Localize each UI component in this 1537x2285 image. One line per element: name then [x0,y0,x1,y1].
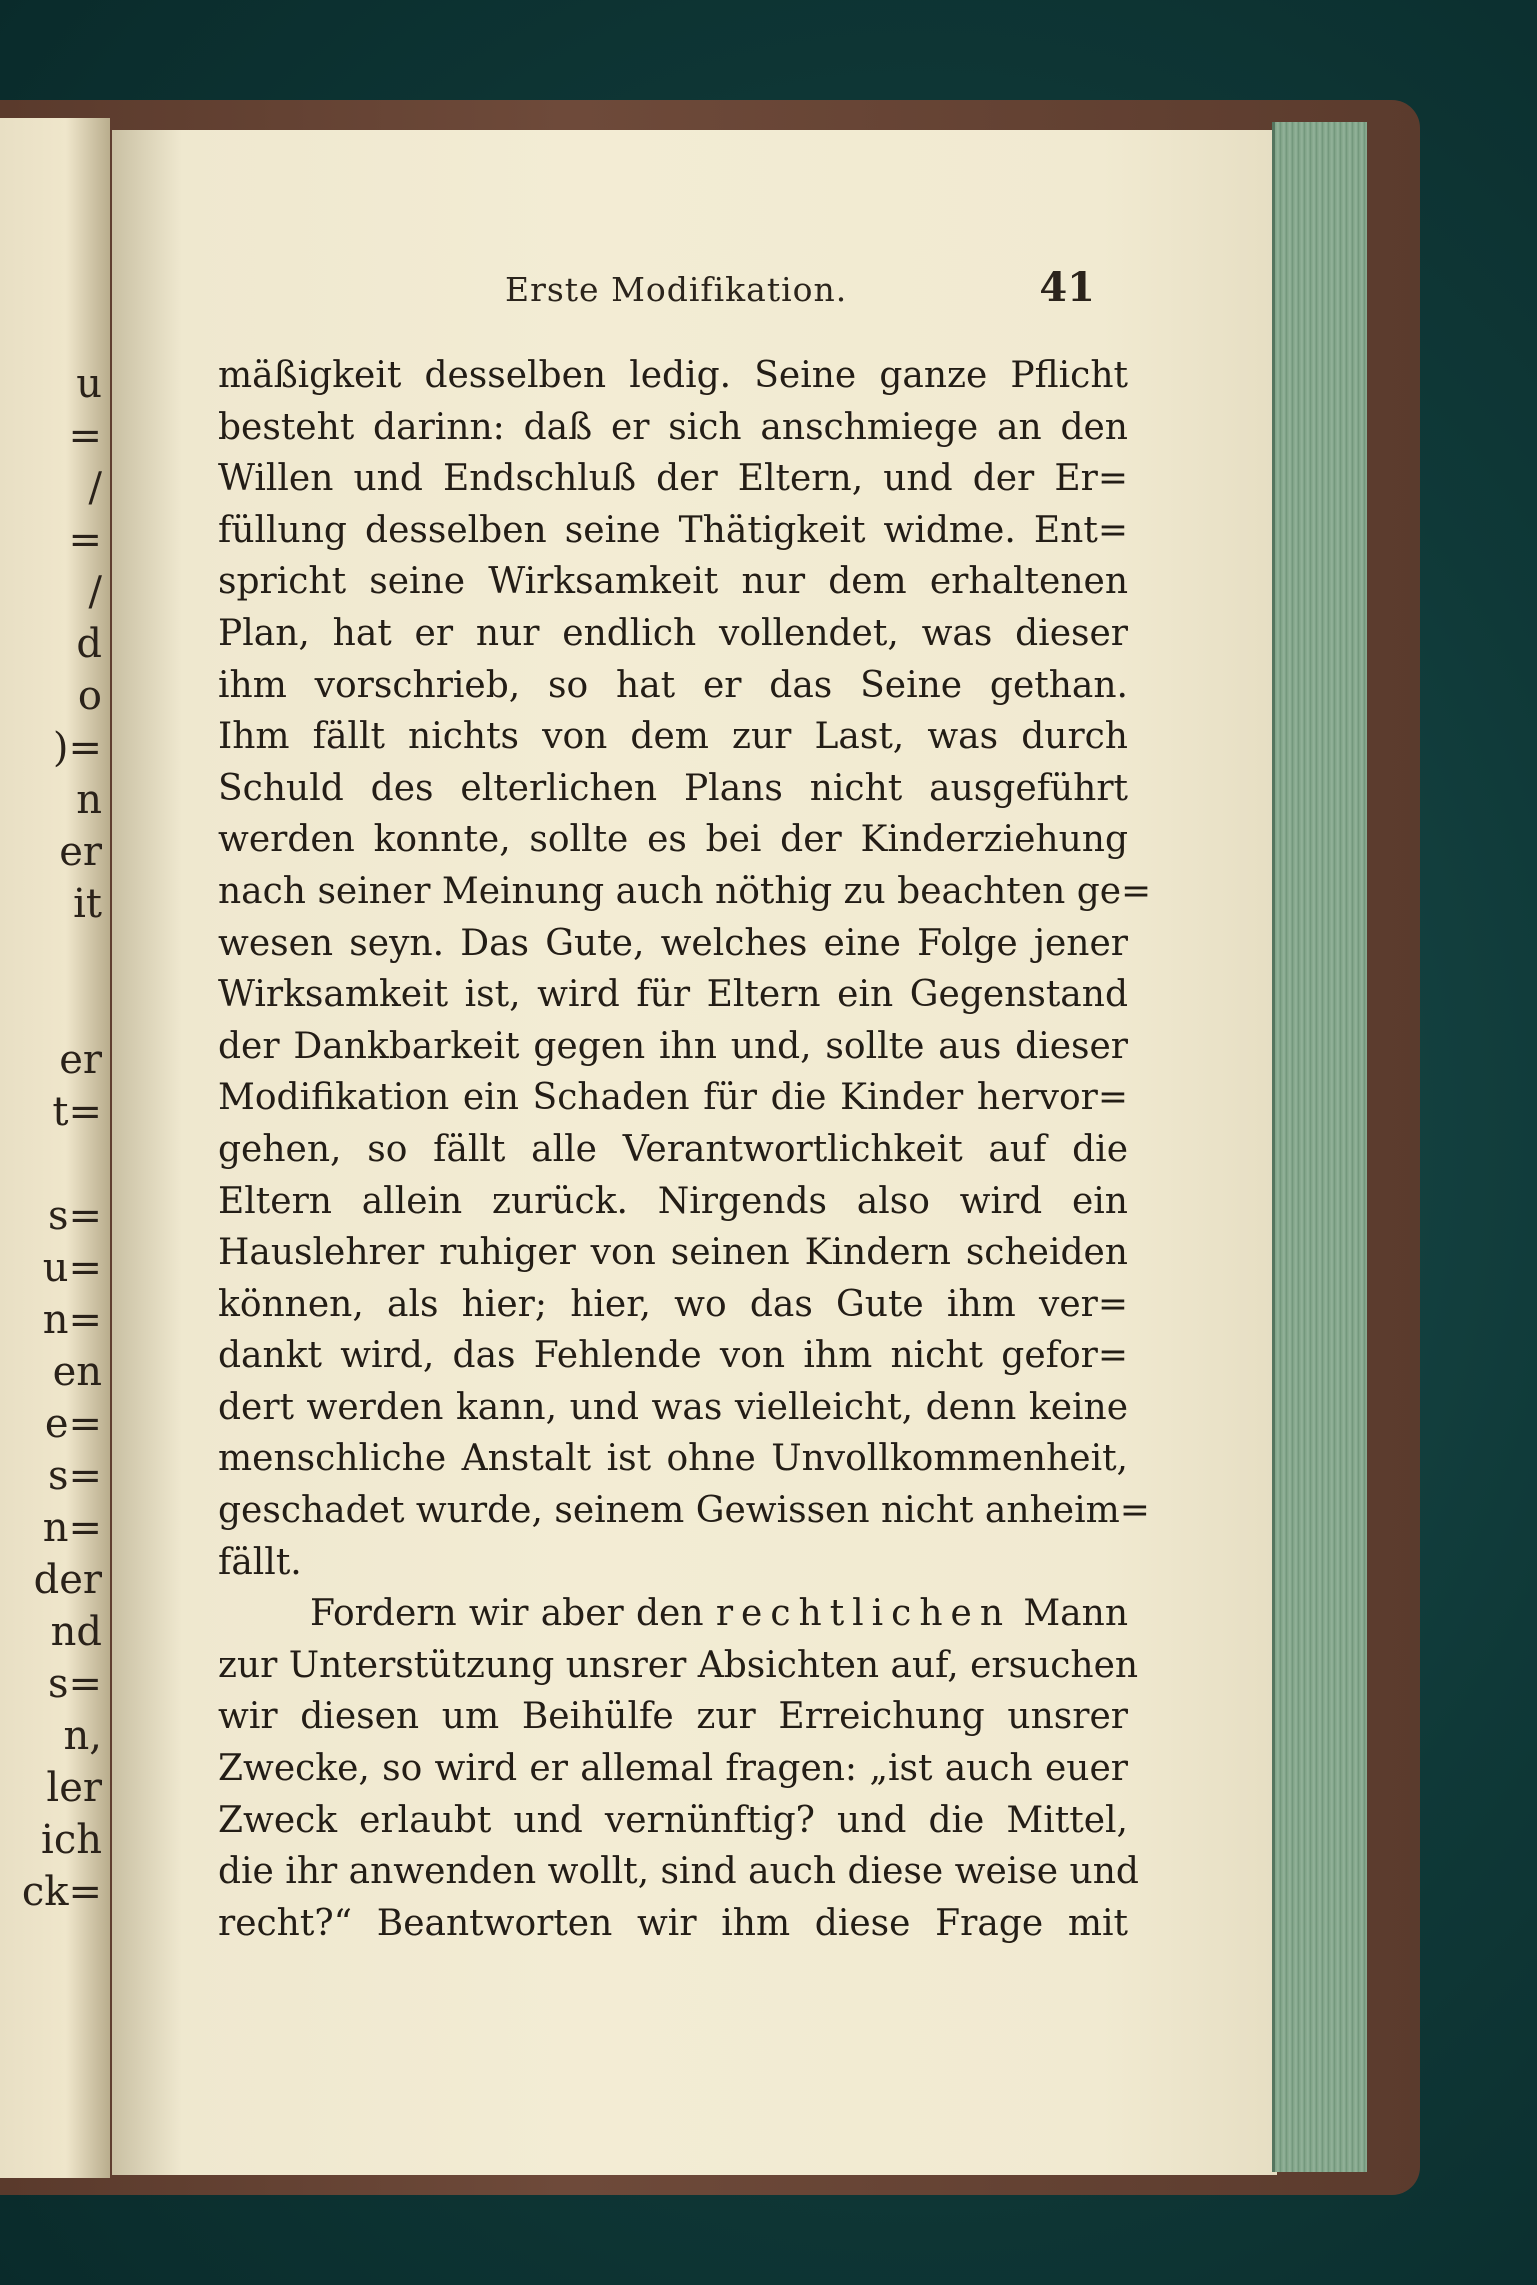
left-page-fragment [0,1138,110,1190]
left-page-fragment: ler [46,1765,102,1811]
text-line: Zweck erlaubt und vernünftig? und die Mittel, [218,1799,1128,1841]
left-page-fragment: nd [50,1609,102,1655]
text-line: Schuld des elterlichen Plans nicht ausgeführt [218,767,1128,809]
text-line: geschadet wurde, seinem Gewissen nicht anheim= [218,1490,1150,1532]
text-line: Fordern wir aber den rechtlichen Mann [310,1593,1129,1635]
page-number: 41 [1039,264,1095,311]
left-page-fragment: o [77,673,102,719]
text-line: werden konnte, sollte es bei der Kinderziehung [218,819,1128,861]
text-line: Hauslehrer ruhiger von seinen Kindern scheiden [218,1232,1128,1274]
text-line: spricht seine Wirksamkeit nur dem erhaltenen [218,561,1128,603]
text-line: Plan, hat er nur endlich vollendet, was dieser [218,612,1128,654]
text-line: Modifikation ein Schaden für die Kinder hervor= [218,1077,1128,1119]
left-page-fragment: it [73,881,102,927]
text-line: zur Unterstützung unsrer Absichten auf, ersuchen [218,1644,1139,1686]
left-page-fragment [0,982,110,1034]
left-page-fragment: ich [41,1817,102,1863]
text-line: fällt. [218,1541,302,1583]
left-page-text-fragments [0,358,110,1918]
text-line: mäßigkeit desselben ledig. Seine ganze Pflicht [218,355,1128,396]
emphasized-word: rechtlichen [715,1593,1012,1635]
text-line: besteht darinn: daß er sich anschmiege an den [218,406,1128,448]
text-line: dert werden kann, und was vielleicht, denn keine [218,1386,1128,1428]
text-line: Wirksamkeit ist, wird für Eltern ein Gegenstand [218,974,1128,1016]
text-line: der Dankbarkeit gegen ihn und, sollte aus dieser [218,1025,1128,1067]
text-line: recht?“ Beantworten wir ihm diese Frage mit [218,1902,1128,1944]
text-line: die ihr anwenden wollt, sind auch diese weise und [218,1851,1139,1893]
left-page-fragment [0,930,110,982]
left-page-fragment: s= [47,1193,102,1239]
left-page-fragment: n= [42,1505,102,1551]
text-line: Zwecke, so wird er allemal fragen: „ist auch euer [218,1748,1128,1790]
left-page-fragment: = [68,413,102,459]
left-page-fragment: en [52,1349,102,1395]
left-page-fragment: n= [42,1297,102,1343]
text-line: Eltern allein zurück. Nirgends also wird ein [218,1180,1128,1222]
body-text [218,350,1152,1949]
left-page-fragment: = [68,517,102,563]
text-line: füllung desselben seine Thätigkeit widme. Ent= [218,509,1128,551]
text-line: können, als hier; hier, wo das Gute ihm ver= [218,1283,1128,1325]
left-page-fragment: / [88,569,102,615]
page-header [505,264,1095,320]
left-page-fragment: ck= [21,1869,102,1915]
text-line: gehen, so fällt alle Verantwortlichkeit auf die [218,1128,1128,1170]
running-head: Erste Modifikation. [505,270,848,309]
text-line: menschliche Anstalt ist ohne Unvollkommenheit, [218,1438,1128,1480]
left-page-fragment: / [88,465,102,511]
left-page-fragment: s= [47,1661,102,1707]
left-page-fragment: d [76,621,102,667]
text-line: Willen und Endschluß der Eltern, und der Er= [218,458,1128,500]
left-page-fragment: e= [44,1401,102,1447]
text-line: wir diesen um Beihülfe zur Erreichung unsrer [218,1696,1128,1738]
paragraph-1 [218,350,1152,1588]
left-page-fragment: n [76,777,102,823]
left-page [0,118,110,2178]
left-page-fragment: u [76,361,102,407]
text-line: nach seiner Meinung auch nöthig zu beachten ge= [218,870,1152,912]
text-line: dankt wird, das Fehlende von ihm nicht gefor= [218,1335,1128,1377]
paragraph-2 [218,1588,1139,1949]
left-page-fragment: )= [52,725,102,771]
left-page-fragment: er [59,829,102,875]
left-page-fragment: er [59,1037,102,1083]
left-page-fragment: n, [63,1713,102,1759]
left-page-fragment: der [33,1557,102,1603]
left-page-fragment: u= [42,1245,102,1291]
text-line: Ihm fällt nichts von dem zur Last, was durch [218,716,1128,758]
text-line: ihm vorschrieb, so hat er das Seine gethan. [218,664,1128,706]
left-page-fragment: s= [47,1453,102,1499]
text-line: wesen seyn. Das Gute, welches eine Folge jener [218,922,1128,964]
page-edges [1272,122,1367,2172]
left-page-fragment: t= [52,1089,102,1135]
